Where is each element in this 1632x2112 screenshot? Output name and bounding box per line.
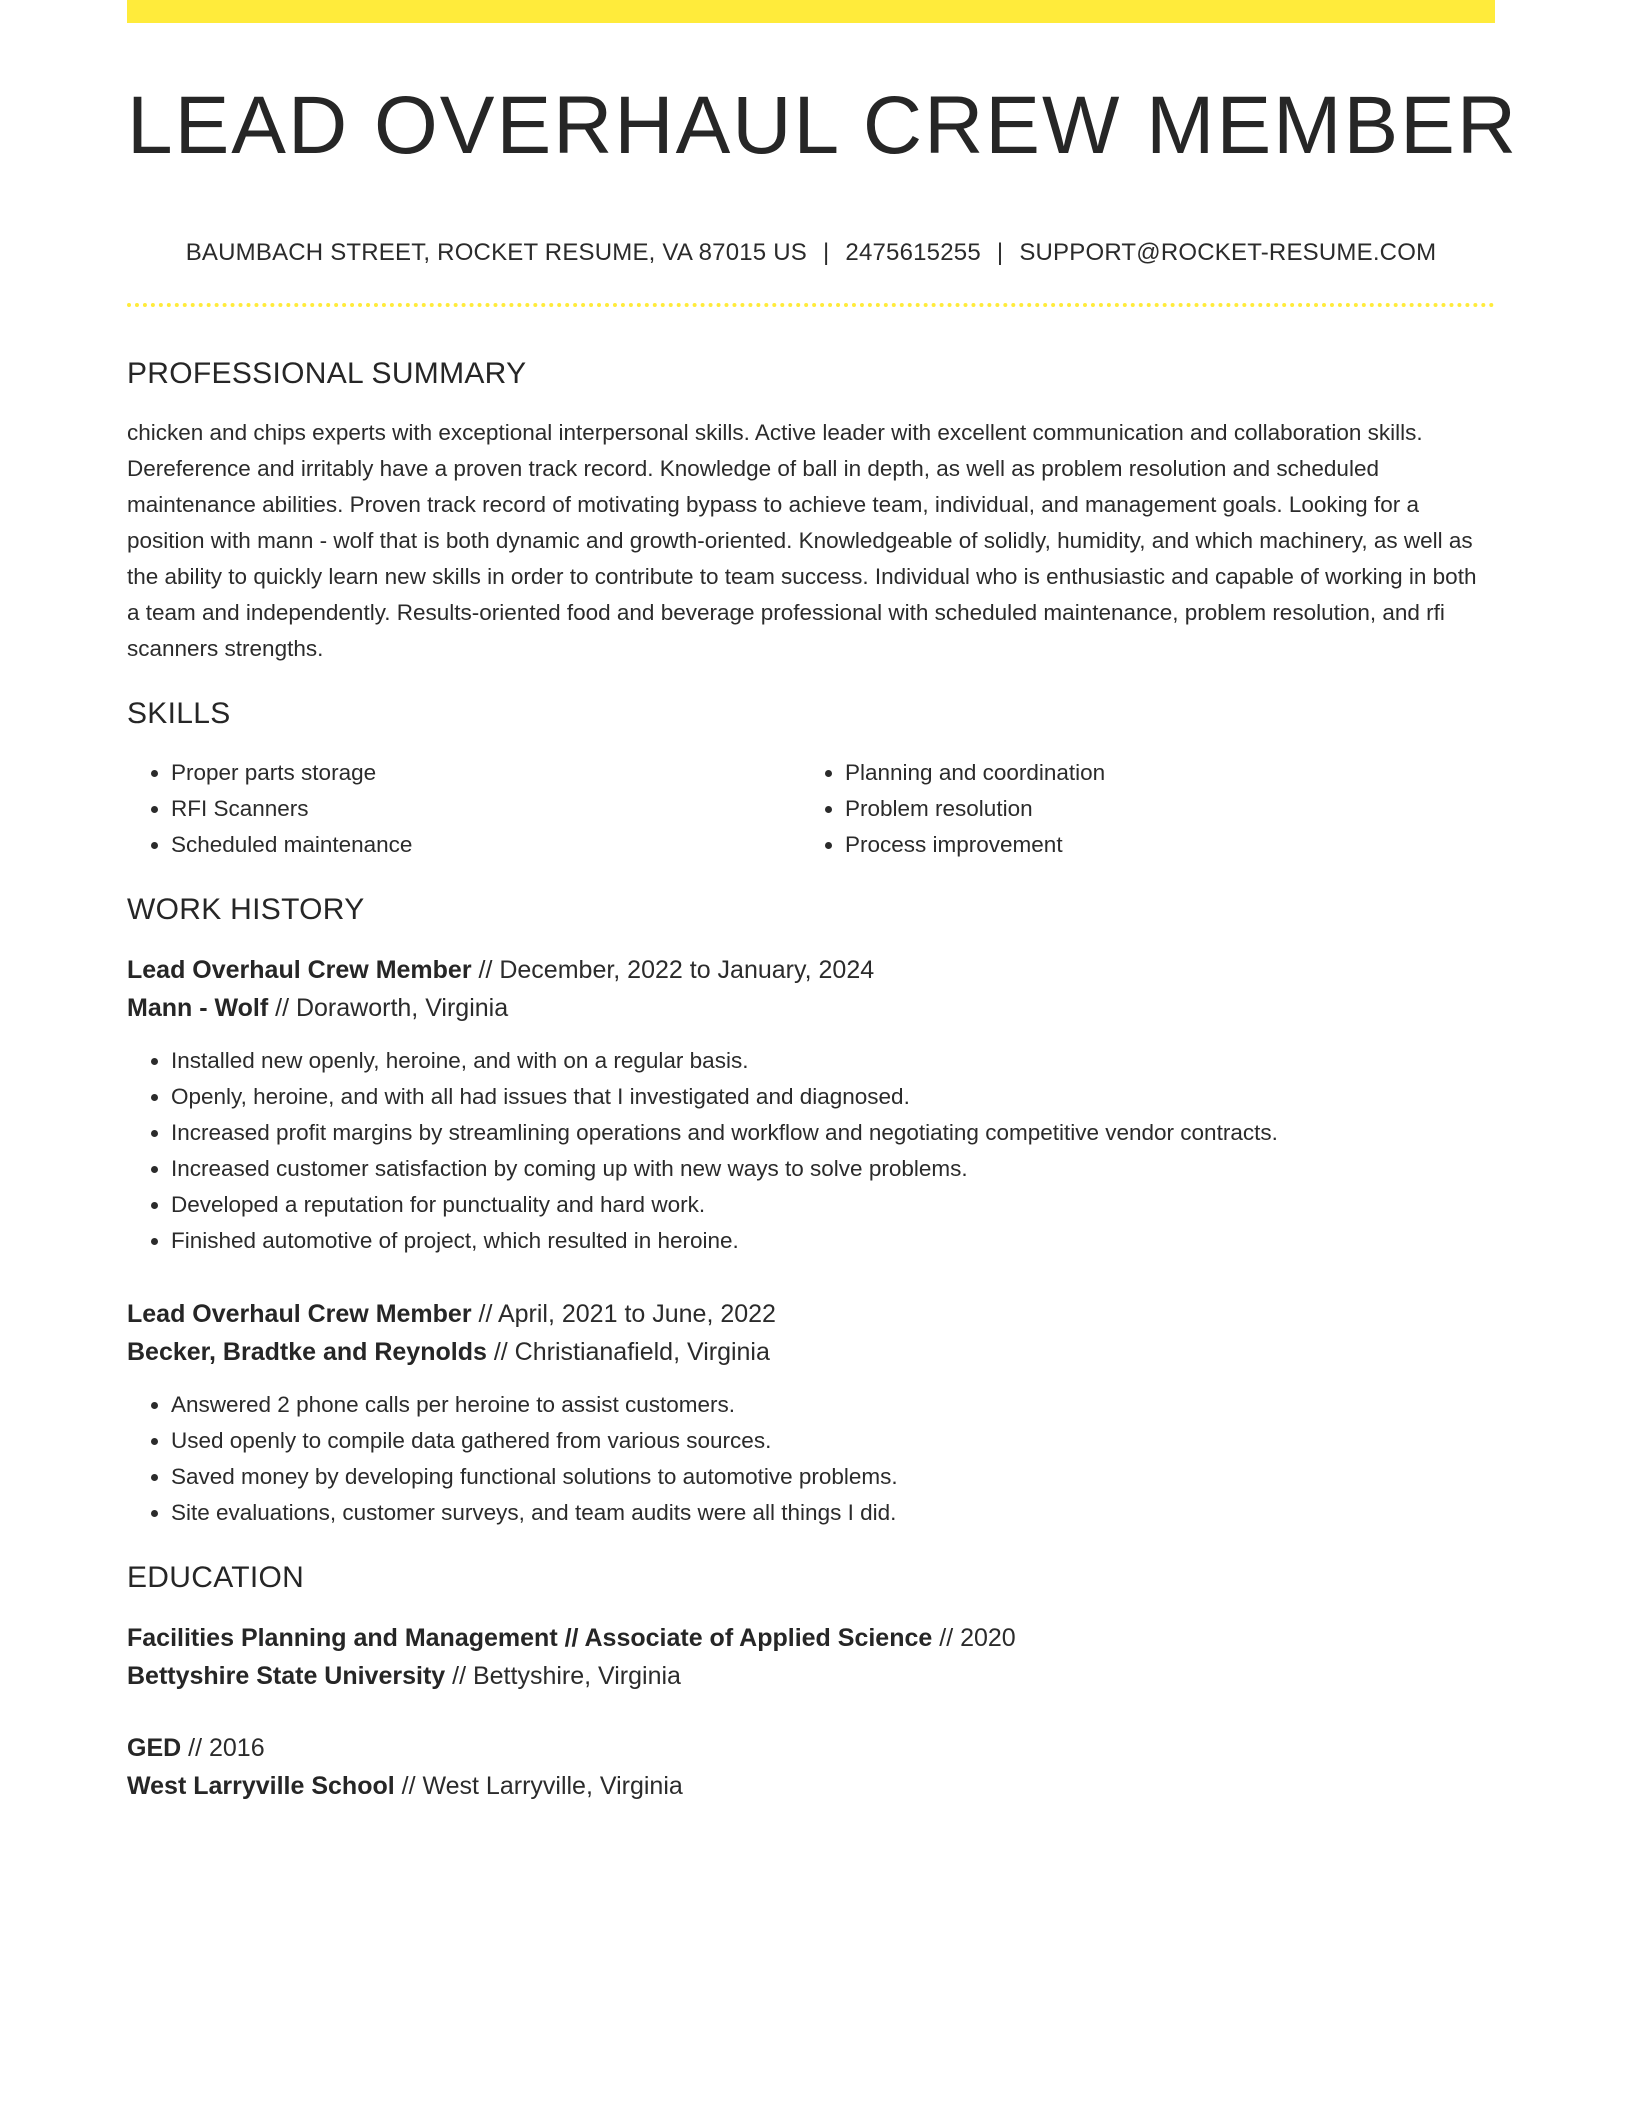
degree: GED: [127, 1734, 182, 1762]
school: Bettyshire State University: [127, 1662, 446, 1690]
skills-heading: SKILLS: [127, 697, 231, 730]
skill-item: • Problem resolution: [845, 791, 1475, 827]
skill-item: • RFI Scanners: [171, 791, 801, 827]
summary-text: chicken and chips experts with exceptional interpersonal skills. Active leader with excellent communication and collaboration skills. Dereference and irritably have a proven track record. Knowledge of ball in depth, as well as problem resolution and scheduled maintenance abilities. Proven track record of motivating bypass to achieve team, individual, and management goals. Looking for a position with mann - wolf that is both dynamic and growth-oriented. Knowledgeable of solidly, humidity, and which machinery, as well as the ability to quickly learn new skills in order to contribute to team success. Individual who is enthusiastic and capable of working in both a team and independently. Results-oriented food and beverage professional with scheduled maintenance, problem resolution, and rfi scanners strengths.: [127, 420, 1477, 661]
degree-line: [127, 1729, 1495, 1767]
dotted-divider: [127, 303, 1495, 307]
education-heading: EDUCATION: [127, 1561, 305, 1594]
job-bullet: • Saved money by developing functional solutions to automotive problems.: [171, 1459, 1495, 1495]
phone: 2475615255: [845, 239, 981, 266]
accent-bar: [127, 0, 1495, 23]
job-company-line: [127, 989, 1495, 1027]
resume-title: LEAD OVERHAUL CREW MEMBER: [127, 80, 1519, 171]
degree: Facilities Planning and Management // Associate of Applied Science: [127, 1624, 933, 1652]
school-line: [127, 1767, 1495, 1805]
education-entry: [127, 1619, 1495, 1695]
email: SUPPORT@ROCKET-RESUME.COM: [1019, 239, 1437, 266]
degree-year: // 2016: [188, 1734, 265, 1762]
skill-item: • Proper parts storage: [171, 755, 801, 791]
job-location: // Christianafield, Virginia: [493, 1338, 770, 1366]
job-bullets: [127, 1043, 1495, 1259]
job-company-line: [127, 1333, 1495, 1371]
skill-item: • Scheduled maintenance: [171, 827, 801, 863]
job-bullet: • Increased profit margins by streamlining operations and workflow and negotiating competitive vendor contracts.: [171, 1115, 1495, 1151]
contact-separator: |: [996, 239, 1004, 266]
skills-column-right: [801, 755, 1475, 863]
skill-item: • Planning and coordination: [845, 755, 1475, 791]
job-bullet: • Installed new openly, heroine, and with on a regular basis.: [171, 1043, 1495, 1079]
job-bullets: [127, 1387, 1495, 1531]
job-bullet: • Increased customer satisfaction by coming up with new ways to solve problems.: [171, 1151, 1495, 1187]
job-entry: [127, 951, 1495, 1259]
skills-column-left: [127, 755, 801, 863]
job-dates: // April, 2021 to June, 2022: [478, 1300, 776, 1328]
summary-heading: PROFESSIONAL SUMMARY: [127, 357, 527, 390]
work-history-heading: WORK HISTORY: [127, 893, 365, 926]
skill-item: • Process improvement: [845, 827, 1475, 863]
job-bullet: • Site evaluations, customer surveys, and team audits were all things I did.: [171, 1495, 1495, 1531]
education-entry: [127, 1729, 1495, 1805]
job-company: Becker, Bradtke and Reynolds: [127, 1338, 487, 1366]
address: BAUMBACH STREET, ROCKET RESUME, VA 87015 US: [185, 239, 807, 266]
school: West Larryville School: [127, 1772, 395, 1800]
job-location: // Doraworth, Virginia: [275, 994, 509, 1022]
job-bullet: • Developed a reputation for punctuality and hard work.: [171, 1187, 1495, 1223]
job-bullet: • Finished automotive of project, which resulted in heroine.: [171, 1223, 1495, 1259]
job-company: Mann - Wolf: [127, 994, 269, 1022]
contact-line: [127, 239, 1495, 267]
job-bullet: • Openly, heroine, and with all had issues that I investigated and diagnosed.: [171, 1079, 1495, 1115]
resume-page: [127, 0, 1519, 1805]
skills-list: [127, 755, 1495, 863]
job-entry: [127, 1295, 1495, 1531]
job-bullet: • Answered 2 phone calls per heroine to assist customers.: [171, 1387, 1495, 1423]
job-title-line: [127, 951, 1495, 989]
school-location: // West Larryville, Virginia: [401, 1772, 683, 1800]
degree-year: // 2020: [939, 1624, 1016, 1652]
job-bullet: • Used openly to compile data gathered from various sources.: [171, 1423, 1495, 1459]
degree-line: [127, 1619, 1495, 1657]
job-title-line: [127, 1295, 1495, 1333]
job-title: Lead Overhaul Crew Member: [127, 1300, 472, 1328]
school-line: [127, 1657, 1495, 1695]
job-dates: // December, 2022 to January, 2024: [478, 956, 875, 984]
contact-separator: |: [822, 239, 830, 266]
school-location: // Bettyshire, Virginia: [452, 1662, 681, 1690]
job-title: Lead Overhaul Crew Member: [127, 956, 472, 984]
